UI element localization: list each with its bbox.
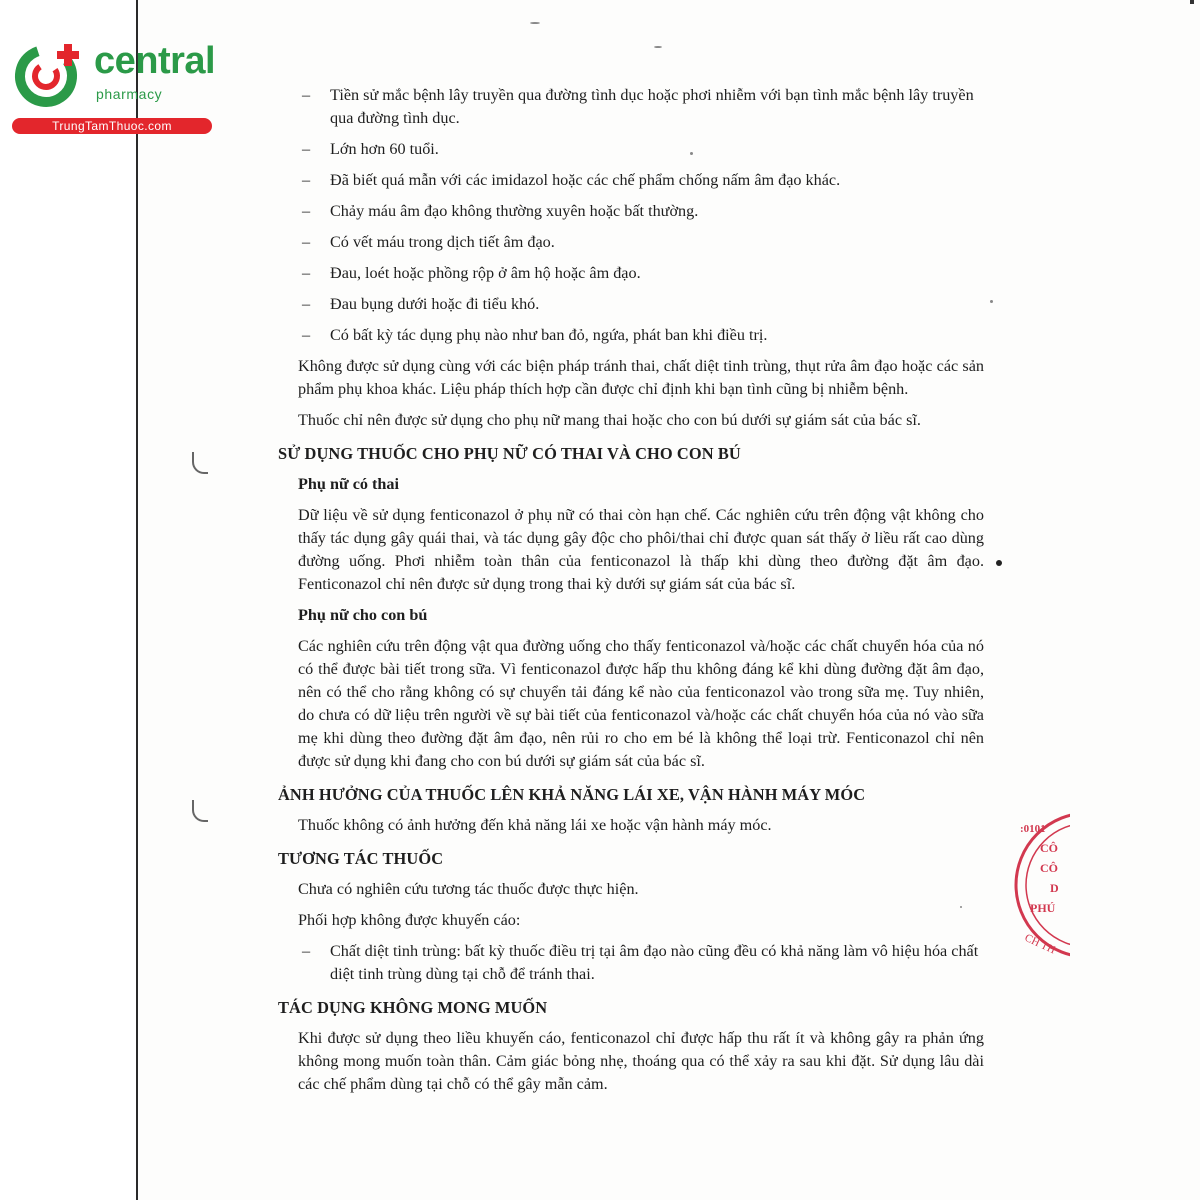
official-stamp-partial [1010,800,1070,970]
interactions-paragraph-2: Phối hợp không được khuyến cáo: [298,911,521,929]
stamp-text: D [1050,881,1059,895]
list-item: – Chất diệt tinh trùng: bất kỳ thuốc điều trị tại âm đạo nào cũng đều có khả năng làm vô hiệu hóa chất diệt tinh trùng dùng tại chỗ để tránh thai. [302,942,979,983]
lactation-subheading: Phụ nữ cho con bú [298,606,428,624]
supervision-paragraph: Thuốc chỉ nên được sử dụng cho phụ nữ mang thai hoặc cho con bú dưới sự giám sát của bác sĩ. [298,411,921,429]
dash-bullet: – [302,171,311,189]
scan-speck [990,300,993,303]
list-item: – Đau, loét hoặc phồng rộp ở âm hộ hoặc âm đạo. [278,262,984,285]
dash-bullet: – [302,295,311,313]
driving-paragraph: Thuốc không có ảnh hưởng đến khả năng lái xe hoặc vận hành máy móc. [298,816,772,834]
adverse-heading: TÁC DỤNG KHÔNG MONG MUỐN [278,998,548,1017]
pregnant-paragraph: Dữ liệu về sử dụng fenticonazol ở phụ nữ có thai còn hạn chế. Các nghiên cứu trên động vật không cho thấy tác dụng gây quái thai, và tác dụng gây độc cho phôi/thai chỉ được quan sát thấy ở liều rất cao dùng đường uống. Phơi nhiễm toàn thân của fenticonazol là thấp khi dùng theo đường đặt âm đạo. Fenticonazol chỉ nên được sử dụng trong thai kỳ dưới sự giám sát của bác sĩ. [298,506,984,593]
dash-bullet: – [302,942,311,960]
logo-website-banner: TrungTamThuoc.com [12,118,212,134]
corner-speck [1190,0,1194,4]
logo-subtitle: pharmacy [96,86,163,102]
dash-bullet: – [302,264,311,282]
page-left-edge [136,0,138,1200]
stamp-text: CH TH [1022,931,1058,957]
list-item: – Đau bụng dưới hoặc đi tiểu khó. [278,293,984,316]
adverse-paragraph: Khi được sử dụng theo liều khuyến cáo, fenticonazol chỉ được hấp thu rất ít và không gây ra phản ứng không mong muốn toàn thân. Cảm giác bỏng nhẹ, thoáng qua có thể xảy ra sau khi đặt. Sử dụng lâu dài các chế phẩm dùng tại chỗ có thể gây mẫn cảm. [298,1029,984,1093]
scan-speck [530,22,540,24]
pregnant-subheading: Phụ nữ có thai [298,475,400,493]
list-item: – Có vết máu trong dịch tiết âm đạo. [278,231,984,254]
logo-brand-name: central [94,40,216,82]
scan-speck [690,152,693,155]
dash-bullet: – [302,86,311,104]
stamp-text: :0101 [1020,823,1046,835]
scan-speck [996,560,1002,566]
dash-bullet: – [302,233,311,251]
dash-bullet: – [302,326,311,344]
driving-heading: ẢNH HƯỞNG CỦA THUỐC LÊN KHẢ NĂNG LÁI XE, VẬN HÀNH MÁY MÓC [278,785,866,804]
lactation-paragraph: Các nghiên cứu trên động vật qua đường uống cho thấy fenticonazol và/hoặc các chất chuyển hóa của nó có thể được bài tiết trong sữa. Vì fenticonazol được hấp thu không đáng kể khi dùng đường đặt âm đạo, nên có thể cho rằng không có sự chuyển tải đáng kể nào của fenticonazol vào trong sữa mẹ. Tuy nhiên, do chưa có dữ liệu trên người về sự bài tiết của fenticonazol và/hoặc các chất chuyển hóa của nó vào sữa mẹ khi dùng theo đường đặt âm đạo, nên rủi ro cho em bé là không thể loại trừ. Fenticonazol chỉ nên được sử dụng khi đang cho con bú dưới sự giám sát của bác sĩ. [298,637,984,770]
dash-bullet: – [302,202,311,220]
pharmacy-cross-logo-icon [12,38,86,112]
interactions-heading: TƯƠNG TÁC THUỐC [278,849,444,868]
stamp-text: PHÚ [1030,901,1056,915]
document-body [278,84,984,1104]
pregnancy-heading: SỬ DỤNG THUỐC CHO PHỤ NỮ CÓ THAI VÀ CHO CON BÚ [278,444,741,463]
interactions-paragraph-1: Chưa có nghiên cứu tương tác thuốc được thực hiện. [298,880,639,898]
contraception-paragraph: Không được sử dụng cùng với các biện pháp tránh thai, chất diệt tinh trùng, thụt rửa âm đạo hoặc các sản phẩm phụ khoa khác. Liệu pháp thích hợp cần được chỉ định khi bạn tình cũng bị nhiễm bệnh. [298,357,984,398]
list-item: – Tiền sử mắc bệnh lây truyền qua đường tình dục hoặc phơi nhiễm với bạn tình mắc bệnh lây truyền qua đường tình dục. [302,86,974,127]
central-pharmacy-logo [8,36,216,136]
list-item: – Chảy máu âm đạo không thường xuyên hoặc bất thường. [278,200,984,223]
scan-speck [960,906,962,908]
dash-bullet: – [302,140,311,158]
list-item: – Đã biết quá mẫn với các imidazol hoặc các chế phẩm chống nấm âm đạo khác. [278,169,984,192]
list-item: – Có bất kỳ tác dụng phụ nào như ban đỏ, ngứa, phát ban khi điều trị. [278,324,984,347]
list-item: – Lớn hơn 60 tuổi. [278,138,984,161]
stamp-text: CÔ [1040,841,1058,855]
scan-speck [654,46,662,48]
stamp-text: CÔ [1040,861,1058,875]
